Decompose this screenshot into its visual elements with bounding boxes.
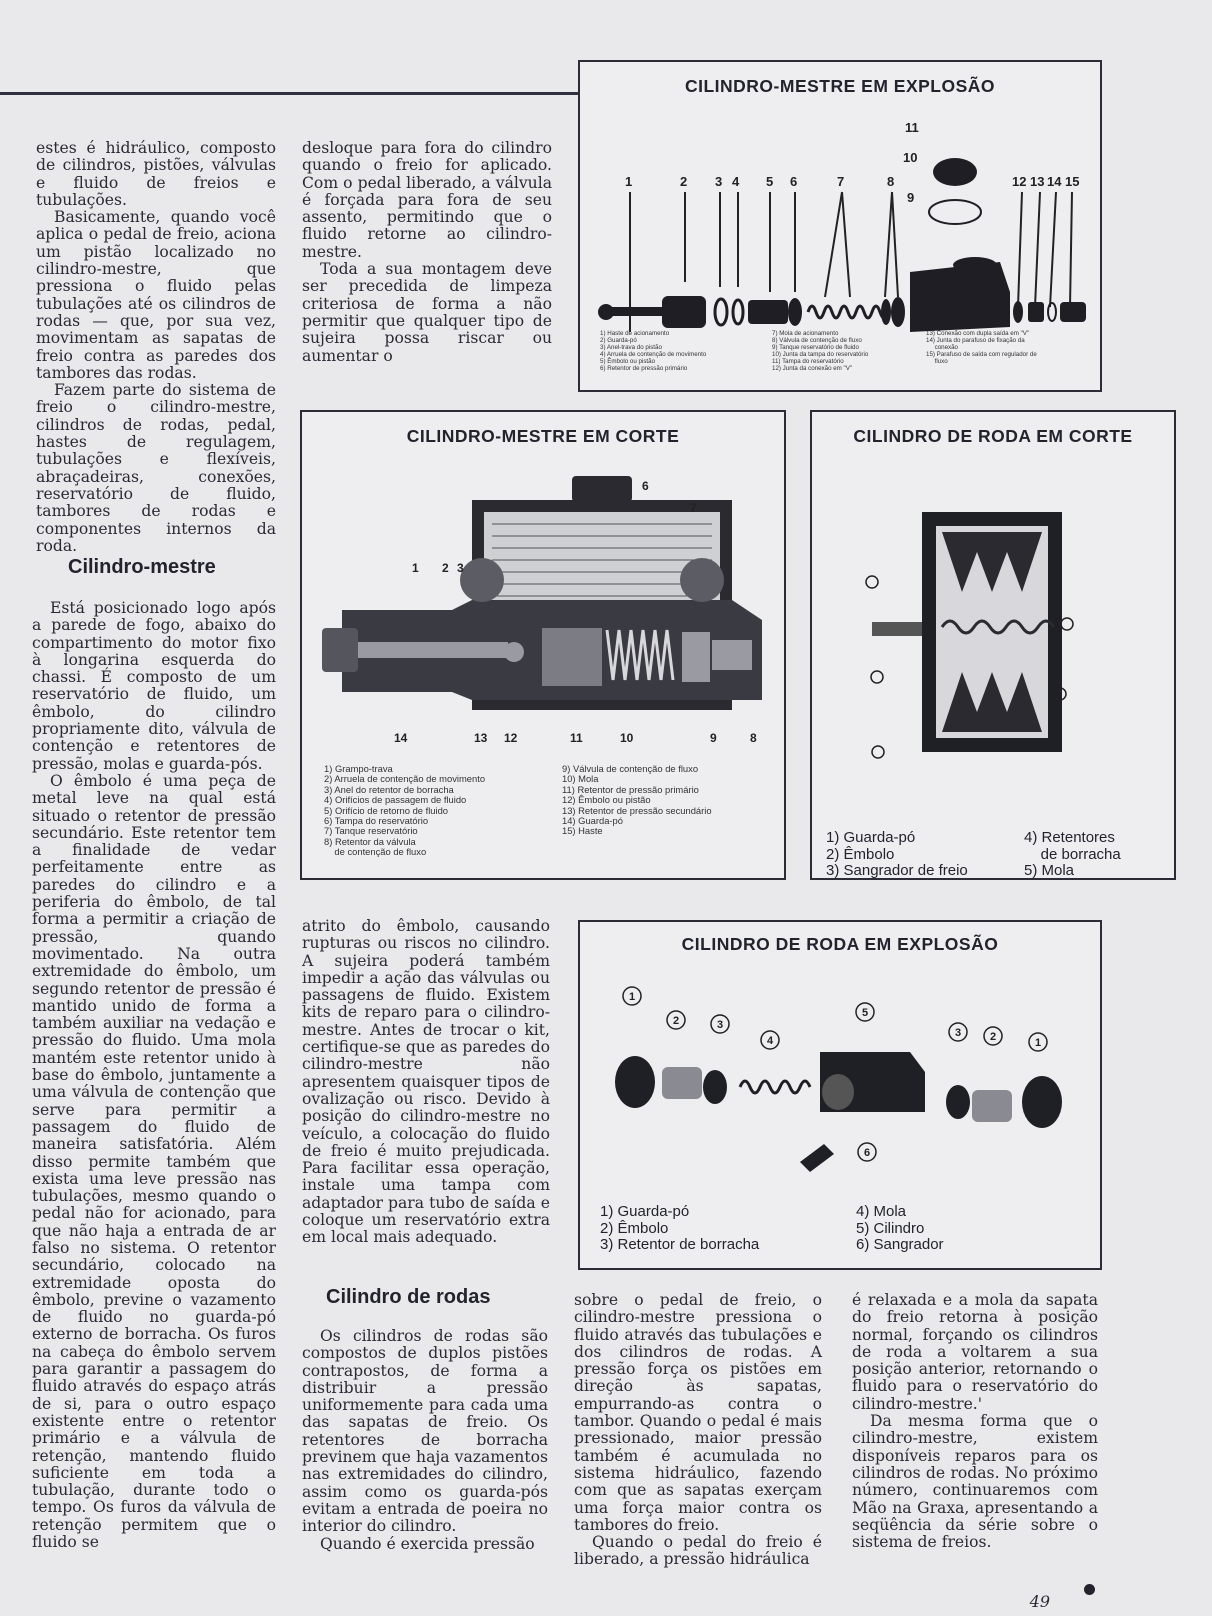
paragraph: atrito do êmbolo, causando rupturas ou riscos no cilindro. A sujeira poderá também impedir a ação das válvulas ou passagens de fluido. Existem kits de reparo para o cilindro-mestre. Antes de trocar o kit, certifique-se que as paredes do cilindro-mestre não apresentem quaisquer tipos de ovalização ou risco. Devido à posição do cilindro-mestre no veículo, a colocação do fluido de freio é muito prejudicada. Para facilitar essa operação, instale uma tampa com adaptador para tubo de saída e coloque um reservatório extra em local mais adequado. <box>302 917 550 1247</box>
paragraph: Toda a sua montagem deve ser precedida de limpeza criteriosa de forma a não permitir que qualquer tipo de sujeira possa riscar ou aumentar o <box>302 260 552 365</box>
paragraph: Quando é exercida pressão <box>320 1534 535 1553</box>
heading-cilindro-rodas: Cilindro de rodas <box>326 1286 491 1308</box>
callout-3: 3 <box>716 1019 724 1031</box>
legend-part-1: 1) Guarda-pó 2) Êmbolo 3) Sangrador de freio <box>826 829 968 880</box>
callout-12: 12 <box>504 731 518 745</box>
callout-4: 4 <box>766 1035 774 1047</box>
paragraph: Está posicionado logo após a parede de fogo, abaixo do compartimento do motor fixo à longarina esquerda do chassi. É composto de um reservatório de fluido, um êmbolo, do cilindro propriamente dito, válvula de contenção e retentores de pressão, molas e guarda-pós. <box>32 599 276 773</box>
paragraph: Quando o pedal do freio é liberado, a pressão hidráulica <box>574 1533 822 1569</box>
callout-14: 14 <box>394 731 408 745</box>
callout-1: 1 <box>625 174 633 189</box>
figure-title: CILINDRO DE RODA EM CORTE <box>853 426 1133 446</box>
callout-6: 6 <box>863 1147 871 1159</box>
callout-2: 2 <box>680 174 688 189</box>
paragraph: Os cilindros de rodas são compostos de duplos pistões contrapostos, de forma a distribuir a pressão uniformemente para cada uma das sapatas de freio. Os retentores de borracha previnem que haja vazamentos nas extremidades do cilindro, assim como os guarda-pós evitam a entrada de poeira no interior do cilindro. <box>302 1327 548 1536</box>
legend-part-2: 4) Retentores de borracha 5) Mola <box>1024 829 1121 880</box>
column-2-middle <box>302 918 550 1247</box>
callout-2: 2 <box>989 1031 997 1043</box>
column-2-bottom <box>302 1328 548 1553</box>
callout-8: 8 <box>750 731 757 745</box>
paragraph: Basicamente, quando você aplica o pedal de freio, aciona um pistão localizado no cilindro-mestre, que pressiona o fluido pelas tubulações até os cilindros de rodas — que, por sua vez, movimentam as sapatas de freio contra as paredes dos tambores das rodas. <box>36 208 276 382</box>
callout-7: 7 <box>837 174 845 189</box>
end-of-article-bullet <box>1084 1584 1095 1595</box>
figure-cilindro-mestre-explosao <box>578 60 1102 392</box>
paragraph: Da mesma forma que o cilindro-mestre, existem disponíveis reparos para os cilindros de rodas. No próximo número, continuaremos com Mão na Graxa, apresentando a seqüência da série sobre o sistema de freios. <box>852 1412 1098 1552</box>
callout-13: 13 <box>1030 174 1045 189</box>
callout-5: 5 <box>861 1007 869 1019</box>
callout-9: 9 <box>907 190 915 205</box>
paragraph: é relaxada e a mola da sapata do freio retorna à posição normal, forçando os cilindros de roda a voltarem a sua posição anterior, retornando o fluido para o reservatório do cilindro-mestre.' <box>852 1291 1098 1413</box>
header-rule <box>0 92 578 95</box>
column-3-bottom <box>574 1292 822 1569</box>
callout-15: 15 <box>1065 174 1080 189</box>
paragraph: Fazem parte do sistema de freio o cilindro-mestre, cilindros de rodas, pedal, hastes de regulagem, tubulações e flexíveis, abraçadeiras, conexões, reservatório de fluido, tambores de rodas e componentes internos da roda. <box>36 381 276 555</box>
paragraph: desloque para fora do cilindro quando o freio for aplicado. Com o pedal liberado, a válvula é forçada para fora de seu assento, permitindo que o fluido retorne ao cilindro-mestre. <box>302 139 552 261</box>
figure-title: CILINDRO-MESTRE EM CORTE <box>406 426 680 446</box>
legend-part-1: 1) Grampo-trava 2) Arruela de contenção de movimento 3) Anel do retentor de borracha 4) Orifícios de passagem de fluido 5) Orifício de retorno de fluido 6) Tampa do reservatório 7) Tanque reservatório 8) Retentor da válvula de contenção de fluxo <box>324 763 486 858</box>
column-1-top <box>36 140 276 555</box>
callout-14: 14 <box>1047 174 1062 189</box>
legend-part-2: 9) Válvula de contenção de fluxo 10) Mola 11) Retentor de pressão primário 12) Êmbolo ou pistão 13) Retentor de pressão secundário 14) Guarda-pó 15) Haste <box>562 763 712 837</box>
column-4-bottom <box>852 1292 1098 1551</box>
callout-6: 6 <box>642 479 649 493</box>
callout-3: 3 <box>954 1027 962 1039</box>
exploded-wheel-cylinder-illustration <box>580 962 1100 1222</box>
legend-part-2: 7) Mola de acionamento 8) Válvula de contenção de fluxo 9) Tanque reservatório de fluido 10) Junta da tampa do reservatório 11) Tampa do reservatório 12) Junta da conexão em "V" <box>772 330 869 373</box>
callout-1: 1 <box>412 561 419 575</box>
callout-10: 10 <box>903 150 918 165</box>
legend-part-2: 4) Mola 5) Cilindro 6) Sangrador <box>856 1203 944 1254</box>
callout-1: 1 <box>1034 1037 1042 1049</box>
paragraph: sobre o pedal de freio, o cilindro-mestre pressiona o fluido através das tubulações e dos cilindros de rodas. A pressão força os pistões em direção às sapatas, empurrando-as contra o tambor. Quando o pedal é mais pressionado, maior pressão também é acumulada no sistema hidráulico, fazendo com que as sapatas exerçam uma força maior contra os tambores do freio. <box>574 1291 822 1534</box>
callout-12: 12 <box>1012 174 1027 189</box>
callout-10: 10 <box>620 731 634 745</box>
callout-5: 5 <box>766 174 774 189</box>
callout-3: 3 <box>715 174 723 189</box>
callout-2: 2 <box>442 561 449 575</box>
callout-7: 7 <box>690 501 697 515</box>
callout-9: 9 <box>710 731 717 745</box>
callout-11: 11 <box>905 120 919 135</box>
heading-cilindro-mestre: Cilindro-mestre <box>68 556 216 578</box>
figure-cilindro-mestre-corte <box>300 410 786 880</box>
figure-cilindro-roda-explosao <box>578 920 1102 1270</box>
figure-cilindro-roda-corte <box>810 410 1176 880</box>
legend-part-1: 1) Haste de acionamento 2) Guarda-pó 3) Anel-trava do pistão 4) Arruela de contenção de movimento 5) Êmbolo ou pistão 6) Retentor de pressão primário <box>600 330 707 373</box>
wheel-cylinder-section-illustration <box>812 472 1174 772</box>
figure-title: CILINDRO-MESTRE EM EXPLOSÃO <box>684 76 996 96</box>
callout-4: 4 <box>732 174 740 189</box>
callout-1: 1 <box>628 991 636 1003</box>
master-cylinder-section-illustration <box>302 460 784 760</box>
callout-8: 8 <box>887 174 895 189</box>
legend-part-1: 1) Guarda-pó 2) Êmbolo 3) Retentor de borracha <box>600 1203 760 1254</box>
column-2-top <box>302 140 552 365</box>
figure-title: CILINDRO DE RODA EM EXPLOSÃO <box>681 934 999 954</box>
legend-part-3: 13) Conexão com dupla saída em "V" 14) Junta do parafuso de fixação da conexão 15) Parafuso de saída com regulador de fluxo <box>926 330 1037 366</box>
callout-13: 13 <box>474 731 488 745</box>
paragraph: O êmbolo é uma peça de metal leve na qual está situado o retentor de pressão secundário. Este retentor tem a finalidade de vedar perfeitamente entre as paredes do cilindro e a periferia do êmbolo, de tal forma a permitir a criação de pressão, quando movimentado. Na outra extremidade do êmbolo, um segundo retentor de pressão é mantido unido de forma a também auxiliar na vedação e pressão do fluido. Uma mola mantém este retentor unido à base do êmbolo, juntamente a uma válvula de contenção que serve para permitir a passagem do fluido de maneira satisfatória. Além disso permite também que exista uma leve pressão nas tubulações, mesmo quando o pedal não for acionado, para que não haja a entrada de ar falso no sistema. O retentor secundário, colocado na extremidade oposta do êmbolo, previne o vazamento de fluido no guarda-pó externo de borracha. Os furos na cabeça do êmbolo servem para garantir a passagem do fluido através do espaço atrás de si, para o outro espaço existente entre o retentor primário e a válvula de retenção, mantendo fluido suficiente em toda a tubulação, durante todo o tempo. Os furos da válvula de retenção permitem que o fluido se <box>32 771 276 1552</box>
callout-6: 6 <box>790 174 798 189</box>
page-number: 49 <box>1029 1592 1050 1611</box>
callout-2: 2 <box>672 1015 680 1027</box>
column-1-bottom <box>32 600 276 1551</box>
paragraph: estes é hidráulico, composto de cilindros, pistões, válvulas e fluido de freios e tubulações. <box>36 139 276 209</box>
callout-3: 3 <box>457 561 464 575</box>
callout-11: 11 <box>570 731 583 745</box>
